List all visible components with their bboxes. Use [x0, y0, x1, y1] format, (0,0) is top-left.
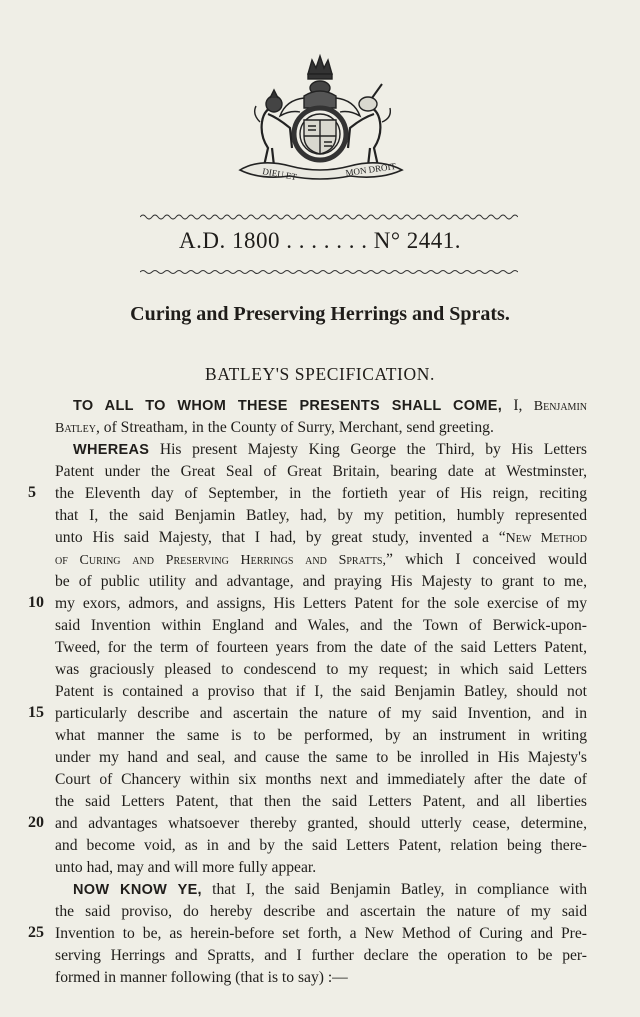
margin-line-number: 25 [28, 924, 44, 941]
body-line: that I, the said Benjamin Batley, had, by my petition, humbly represented [55, 507, 587, 524]
body-line: particularly describe and ascertain the nature of my said Invention, and in [55, 705, 587, 722]
body-line [55, 528, 587, 548]
body-line: the Eleventh day of September, in the fortieth year of His reign, reciting [55, 485, 587, 502]
body-line: Patent under the Great Seal of Great Britain, bearing date at Westminster, [55, 463, 587, 480]
body-text: His present Majesty King George the Third, by His Letters [149, 441, 587, 458]
crest-motto-right: MON DROIT [344, 161, 397, 178]
body-line [73, 440, 587, 460]
body-line [55, 550, 587, 570]
body-line: and advantages whatsoever thereby granted, should utterly cease, determine, [55, 815, 587, 832]
body-line: serving Herrings and Spratts, and I further declare the operation to be per- [55, 947, 587, 964]
body-line: my exors, admors, and assigns, His Letters Patent for the sole exercise of my [55, 595, 587, 612]
body-line: the said Letters Patent, that then the said Letters Patent, and all liberties [55, 793, 587, 810]
body-bold-opening: TO ALL TO WHOM THESE PRESENTS SHALL COME, [73, 398, 503, 414]
body-smallcaps: Benjamin [533, 399, 587, 414]
body-line [73, 880, 587, 900]
body-line: was graciously pleased to condescend to my request; in which said Letters [55, 661, 587, 678]
body-line [73, 396, 587, 416]
body-smallcaps: of Curing and Preserving Herrings and Spratts, [55, 553, 386, 568]
body-text: unto His said Majesty, that I had, by great study, invented a “ [55, 529, 506, 546]
body-smallcaps: Batley [55, 421, 96, 436]
body-line: Court of Chancery within six months next and immediately after the date of [55, 771, 587, 788]
margin-line-number: 20 [28, 814, 44, 831]
body-line: the said proviso, do hereby describe and ascertain the nature of my said [55, 903, 587, 920]
body-smallcaps: New Method [505, 531, 587, 546]
specification-heading: BATLEY'S SPECIFICATION. [205, 364, 435, 384]
body-line: said Invention within England and Wales, and the Town of Berwick-upon- [55, 617, 587, 634]
body-line [55, 418, 587, 438]
body-text: that I, the said Benjamin Batley, in compliance with [201, 881, 587, 898]
body-line: Invention to be, as herein-before set forth, a New Method of Curing and Pre- [55, 925, 587, 942]
body-line: what manner the same is to be performed, by an instrument in writing [55, 727, 587, 744]
body-line: formed in manner following (that is to say) :— [55, 969, 348, 986]
body-line: unto had, may and will more fully appear. [55, 859, 317, 876]
decorative-rule-top [140, 212, 518, 220]
patent-number-heading: A.D. 1800 . . . . . . . N° 2441. [178, 228, 462, 253]
body-line: Patent is contained a proviso that if I, the said Benjamin Batley, should not [55, 683, 587, 700]
body-line: and become void, as in and by the said Letters Patent, relation being there- [55, 837, 587, 854]
document-title: Curing and Preserving Herrings and Sprats. [130, 303, 510, 325]
body-line: be of public utility and advantage, and praying His Majesty to grant to me, [55, 573, 587, 590]
body-bold-opening: WHEREAS [73, 442, 150, 458]
royal-coat-of-arms [220, 48, 420, 186]
margin-line-number: 15 [28, 704, 44, 721]
decorative-rule-bottom [140, 268, 518, 276]
body-text: I, [502, 397, 534, 414]
body-text: ” which I conceived would [386, 551, 587, 568]
body-text: , of Streatham, in the County of Surry, Merchant, send greeting. [96, 419, 494, 436]
margin-line-number: 10 [28, 594, 44, 611]
margin-line-number: 5 [28, 484, 36, 501]
body-line: under my hand and seal, and cause the same to be inrolled in His Majesty's [55, 749, 587, 766]
body-line: Tweed, for the term of fourteen years from the date of the said Letters Patent, [55, 639, 587, 656]
body-bold-opening: NOW KNOW YE, [73, 882, 202, 898]
crest-motto-left: DIEU ET [261, 166, 298, 183]
